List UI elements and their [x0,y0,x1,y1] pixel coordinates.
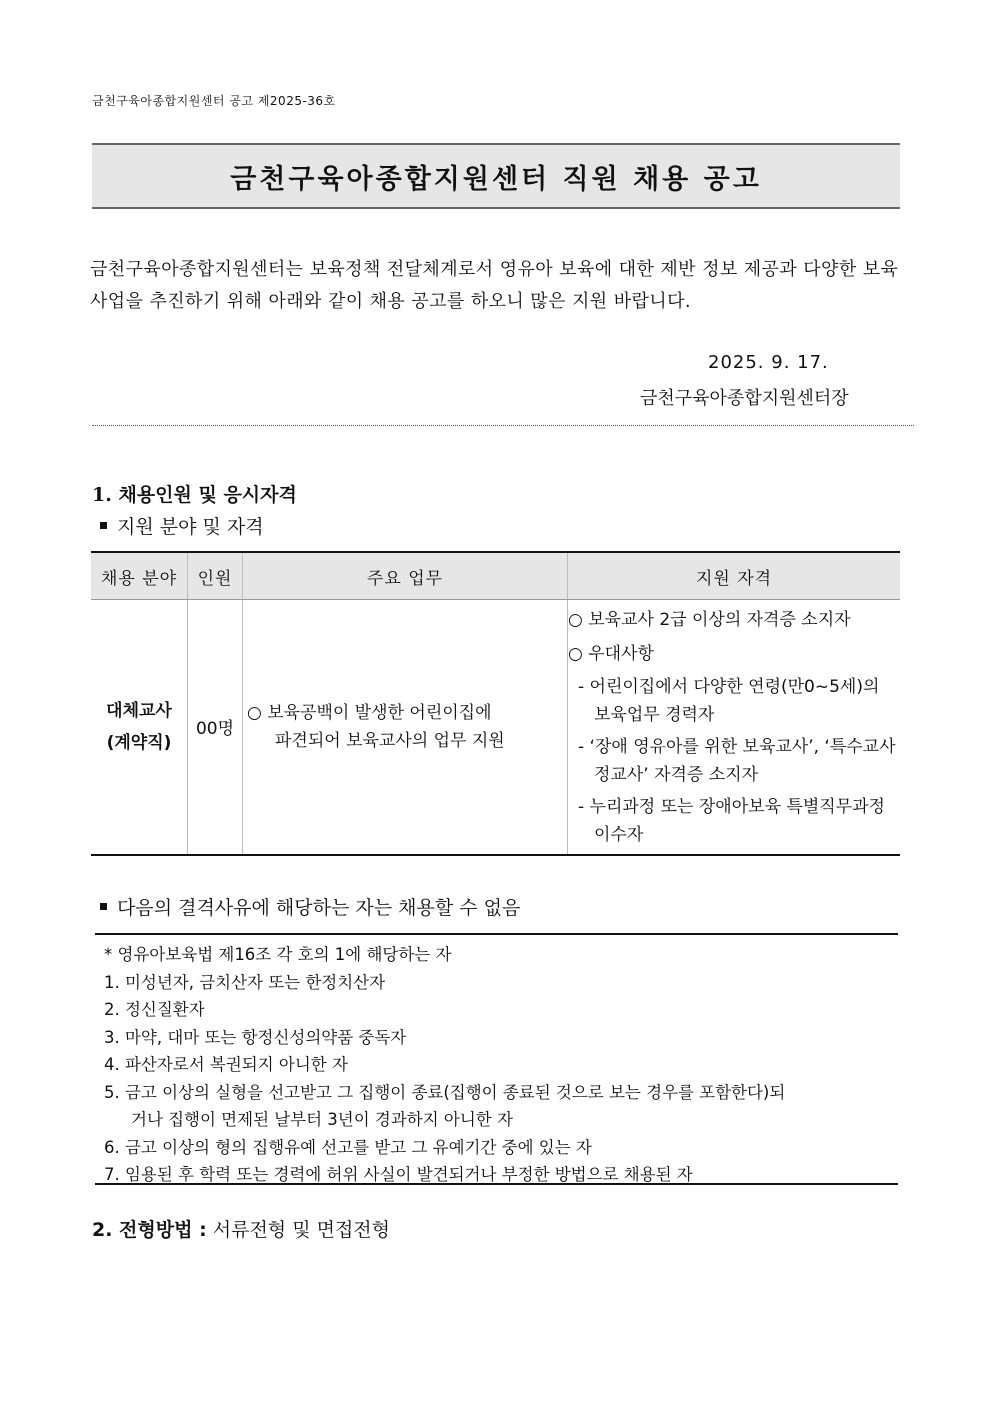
duty-line-1: ○ 보육공백이 발생한 어린이집에 [247,702,492,723]
intro-paragraph: 금천구육아종합지원센터는 보육정책 전달체계로서 영유아 보육에 대한 제반 정보 제공과 다양한 보육 사업을 추진하기 위해 아래와 같이 채용 공고를 하오니 많은 지원 바랍니다. [90,259,899,312]
list-item: 6. 금고 이상의 형의 집행유예 선고를 받고 그 유예기간 중에 있는 자 [104,1137,592,1157]
section-1-subtitle-text: 지원 분야 및 자격 [117,516,264,538]
disqualification-note: * 영유아보육법 제16조 각 호의 1에 해당하는 자 [104,945,452,964]
list-item: 4. 파산자로서 복권되지 아니한 자 [104,1055,348,1074]
notice-number: 금천구육아종합지원센터 공고 제2025-36호 [92,94,336,108]
recruitment-table [91,551,900,856]
divider [92,425,914,426]
section-2 [92,1215,390,1242]
qualification-item: - ‘장애 영유아를 위한 보육교사’, ‘특수교사 정교사’ 자격증 소지자 [578,736,896,785]
qualification-item: - 어린이집에서 다양한 연령(만0~5세)의 보육업무 경력자 [578,676,880,725]
title-banner [92,143,900,209]
qualification-item: ○ 우대사항 [568,643,654,664]
section-2-value: 서류전형 및 면접전형 [212,1219,390,1241]
list-item: 2. 정신질환자 [104,1000,205,1019]
notice-date: 2025. 9. 17. [708,352,829,373]
duty-line-2: 파견되어 보육교사의 업무 지원 [275,730,505,751]
cell-field [91,600,188,855]
cell-count: 00명 [188,600,243,855]
section-1-title: 1. 채용인원 및 응시자격 [92,484,297,506]
table-header-row [91,552,900,600]
qualification-item: ○ 보육교사 2급 이상의 자격증 소지자 [568,609,851,630]
disqualification-title-text: 다음의 결격사유에 해당하는 자는 채용할 수 없음 [117,897,521,919]
page-title: 금천구육아종합지원센터 직원 채용 공고 [230,163,762,195]
list-item: 7. 임용된 후 학력 또는 경력에 허위 사실이 발견되거나 부정한 방법으로 채용된 자 [104,1165,693,1184]
section-1-subtitle [100,512,264,539]
header-field: 채용 분야 [91,552,188,600]
list-item: 3. 마약, 대마 또는 항정신성의약품 중독자 [104,1027,407,1047]
table-row [91,600,900,855]
header-qualification: 지원 자격 [568,552,901,600]
cell-duty [243,600,568,855]
header-duty: 주요 업무 [243,552,568,600]
disqualification-title [100,893,520,920]
list-item: 1. 미성년자, 금치산자 또는 한정치산자 [104,972,386,992]
bullet-square-icon [100,522,107,529]
list-item: 5. 금고 이상의 실형을 선고받고 그 집행이 종료(집행이 종료된 것으로 보는 경우를 포함한다)되 [104,1082,786,1102]
cell-qualification [568,600,901,855]
qualification-item: - 누리과정 또는 장애아보육 특별직무과정 이수자 [578,796,885,845]
bullet-square-icon [100,903,107,910]
section-2-label: 2. 전형방법 : [92,1219,207,1241]
field-name: 대체교사 [106,700,172,721]
signer: 금천구육아종합지원센터장 [640,388,849,409]
disqualification-box [95,933,898,1185]
header-count: 인원 [188,552,243,600]
list-item-continuation: 거나 집행이 면제된 날부터 3년이 경과하지 아니한 자 [131,1110,513,1129]
field-type: (계약직) [106,732,172,753]
